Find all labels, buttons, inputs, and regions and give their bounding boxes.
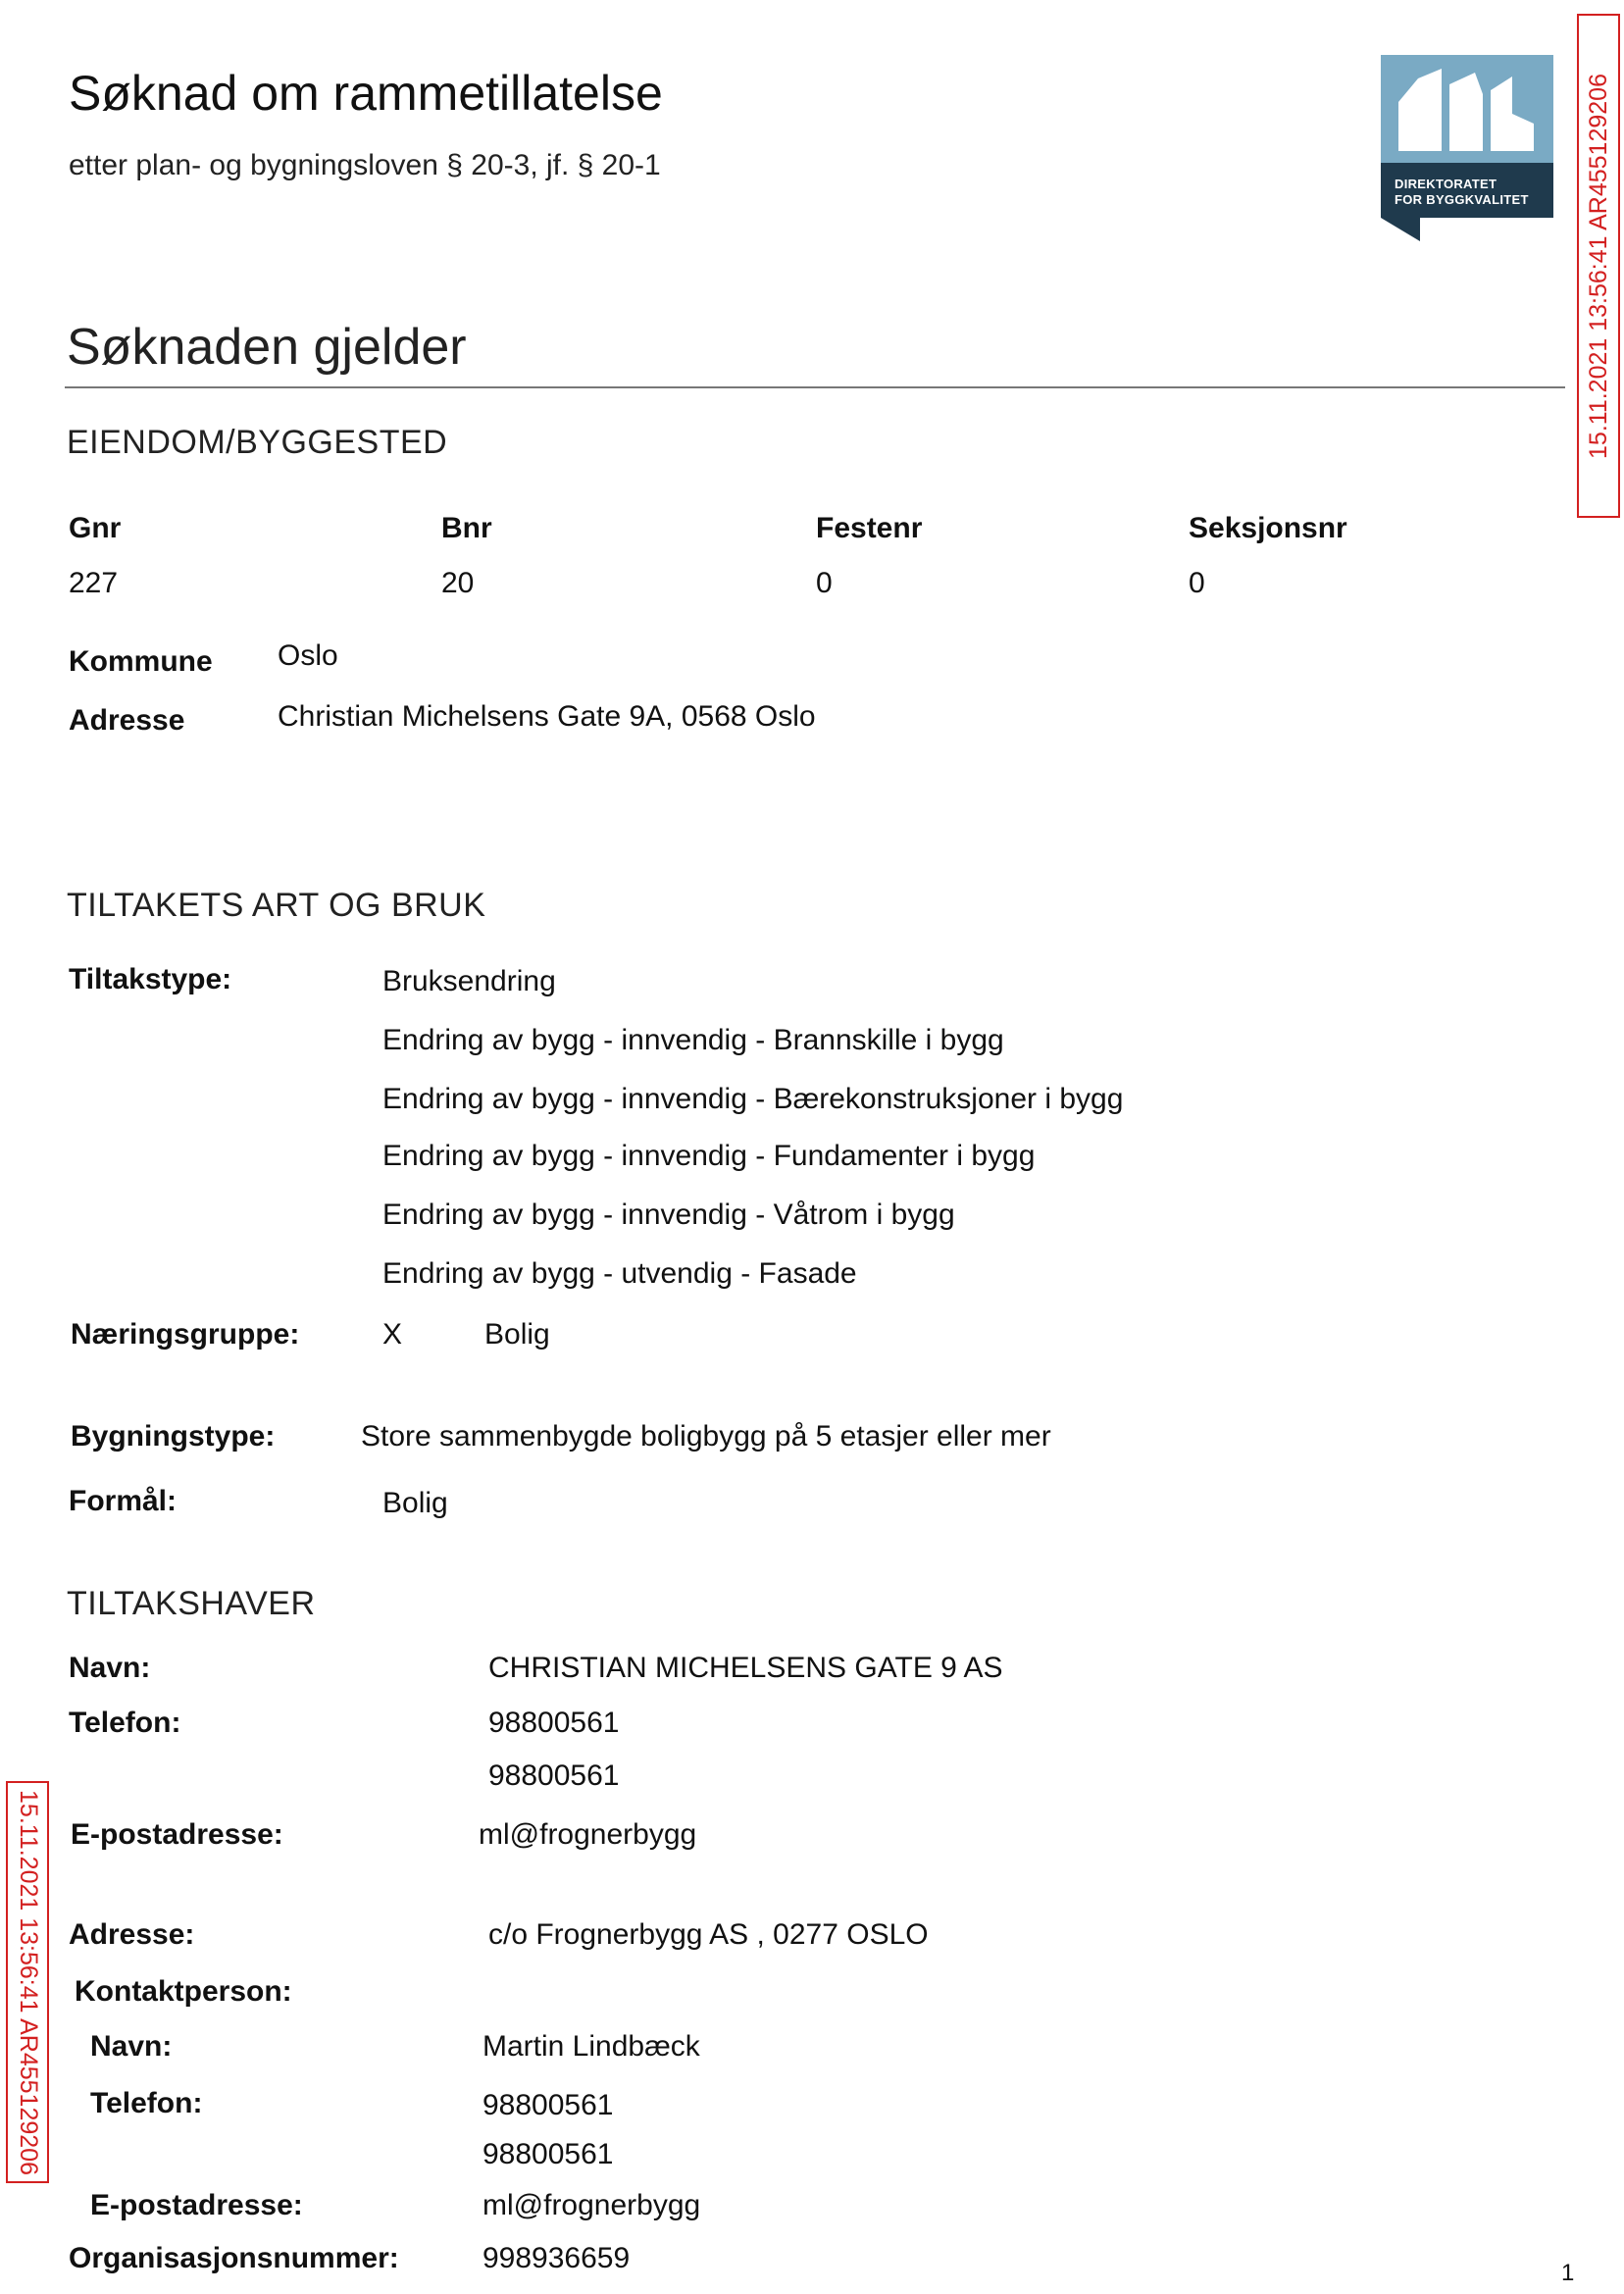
adresse-label: Adresse [69, 704, 185, 737]
kontakt-navn-label: Navn: [90, 2030, 173, 2063]
document-title: Søknad om rammetillatelse [69, 66, 663, 121]
kontakt-navn-value: Martin Lindbæck [482, 2030, 700, 2063]
bnr-value: 20 [441, 567, 475, 599]
seksjonsnr-label: Seksjonsnr [1189, 512, 1347, 544]
festenr-label: Festenr [816, 512, 923, 544]
section-title-measure: TILTAKETS ART OG BRUK [67, 887, 486, 924]
tiltakstype-item: Endring av bygg - innvendig - Våtrom i bygg [382, 1198, 955, 1231]
logo-text-line2: FOR BYGGKVALITET [1395, 192, 1529, 207]
bygningstype-label: Bygningstype: [71, 1420, 276, 1453]
main-heading: Søknaden gjelder [67, 319, 467, 376]
adresse-value: Christian Michelsens Gate 9A, 0568 Oslo [278, 700, 816, 733]
kontakt-epost-label: E-postadresse: [90, 2189, 303, 2221]
naeringsgruppe-value: Bolig [484, 1318, 550, 1351]
tiltakstype-item: Endring av bygg - innvendig - Fundamenter i bygg [382, 1140, 1036, 1172]
applicant-telefon-label: Telefon: [69, 1707, 181, 1739]
formal-value: Bolig [382, 1487, 448, 1519]
formal-label: Formål: [69, 1485, 178, 1517]
kontakt-telefon-value: 98800561 [482, 2089, 614, 2121]
receipt-stamp-left [6, 1781, 49, 2183]
naeringsgruppe-code: X [382, 1318, 403, 1351]
kontaktperson-label: Kontaktperson: [75, 1975, 292, 2008]
section-title-applicant: TILTAKSHAVER [67, 1585, 316, 1622]
kontakt-epost-value: ml@frognerbygg [482, 2189, 701, 2221]
kommune-label: Kommune [69, 645, 213, 678]
applicant-adresse-value: c/o Frognerbygg AS , 0277 OSLO [488, 1918, 929, 1951]
page-number: 1 [1561, 2260, 1575, 2286]
naeringsgruppe-label: Næringsgruppe: [71, 1318, 300, 1351]
applicant-epost-value: ml@frognerbygg [479, 1818, 697, 1851]
tiltakstype-item: Endring av bygg - innvendig - Brannskille i bygg [382, 1024, 1004, 1056]
tiltakstype-label: Tiltakstype: [69, 963, 232, 995]
applicant-adresse-label: Adresse: [69, 1918, 195, 1951]
festenr-value: 0 [816, 567, 833, 599]
orgnr-label: Organisasjonsnummer: [69, 2242, 399, 2274]
receipt-stamp-right [1577, 14, 1620, 518]
section-title-property: EIENDOM/BYGGESTED [67, 424, 448, 461]
seksjonsnr-value: 0 [1189, 567, 1205, 599]
receipt-stamp-text: 15.11.2021 13:56:41 AR455129206 [1584, 73, 1612, 459]
gnr-label: Gnr [69, 512, 122, 544]
dibk-logo [1381, 55, 1553, 241]
bnr-label: Bnr [441, 512, 492, 544]
tiltakstype-item: Endring av bygg - innvendig - Bærekonstruksjoner i bygg [382, 1083, 1124, 1115]
applicant-telefon-value: 98800561 [488, 1759, 620, 1792]
dibk-logo-graphic [1381, 55, 1553, 241]
kontakt-telefon-label: Telefon: [90, 2087, 203, 2119]
orgnr-value: 998936659 [482, 2242, 631, 2274]
applicant-navn-value: CHRISTIAN MICHELSENS GATE 9 AS [488, 1652, 1003, 1684]
tiltakstype-item: Endring av bygg - utvendig - Fasade [382, 1257, 857, 1290]
kontakt-telefon-value: 98800561 [482, 2138, 614, 2170]
tiltakstype-item: Bruksendring [382, 965, 556, 997]
applicant-telefon-value: 98800561 [488, 1707, 620, 1739]
bygningstype-value: Store sammenbygde boligbygg på 5 etasjer eller mer [361, 1420, 1051, 1453]
logo-text-line1: DIREKTORATET [1395, 177, 1497, 191]
document-subtitle: etter plan- og bygningsloven § 20-3, jf. § 20-1 [69, 149, 661, 181]
applicant-epost-label: E-postadresse: [71, 1818, 283, 1851]
applicant-navn-label: Navn: [69, 1652, 151, 1684]
heading-divider [65, 386, 1565, 388]
gnr-value: 227 [69, 567, 119, 599]
kommune-value: Oslo [278, 639, 338, 672]
receipt-stamp-text: 15.11.2021 13:56:41 AR455129206 [14, 1789, 42, 2175]
